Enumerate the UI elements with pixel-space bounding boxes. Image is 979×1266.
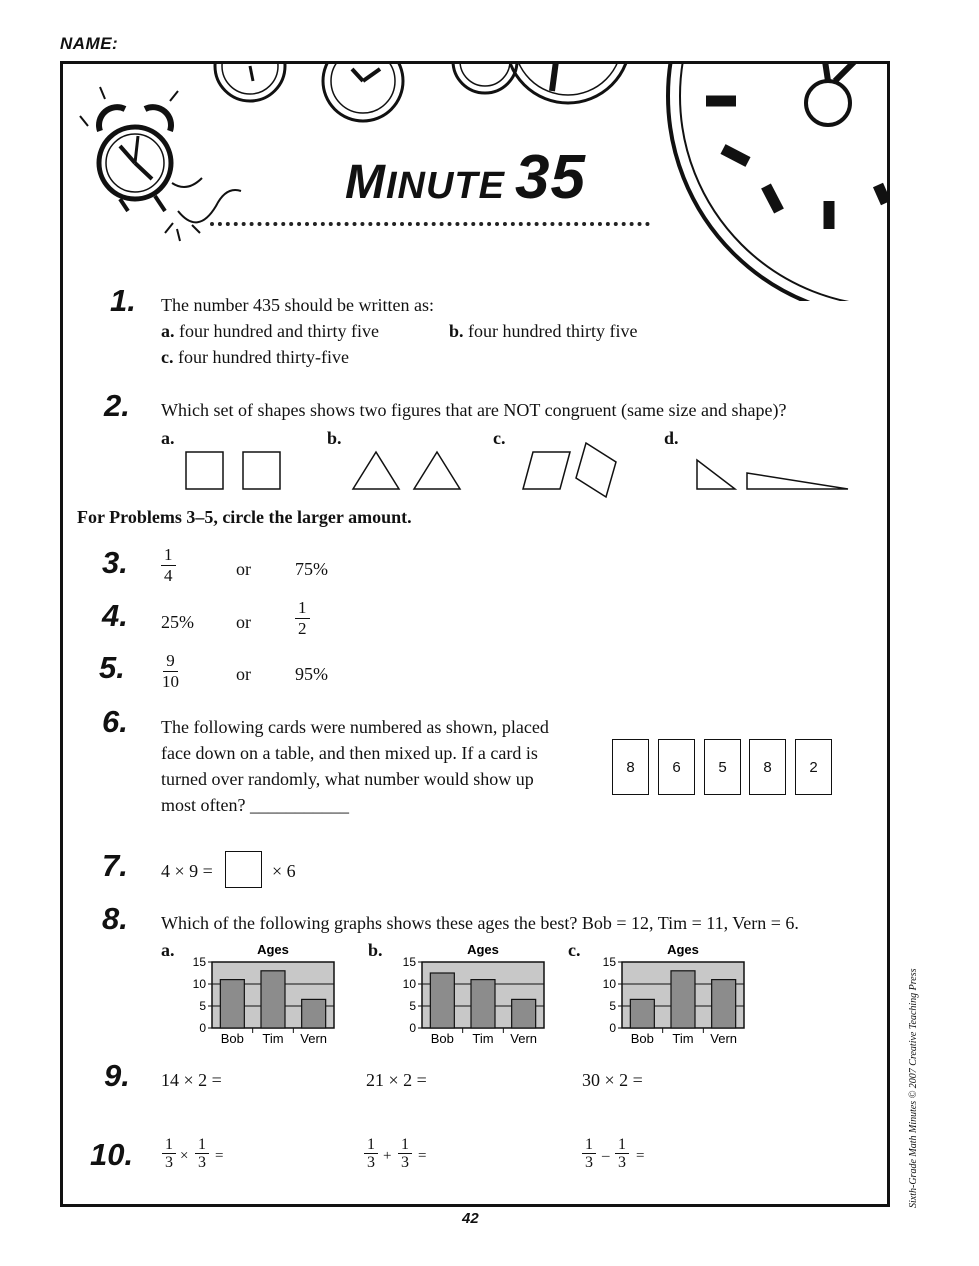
q8-label-b: b.	[368, 940, 383, 960]
y-tick-label: 15	[402, 955, 416, 969]
q10-p3-operator: –	[602, 1148, 610, 1164]
y-tick-label: 0	[609, 1021, 616, 1035]
y-tick-label: 10	[602, 977, 616, 991]
q10-p3-denominator-2: 3	[618, 1154, 626, 1171]
q4-percent: 25%	[161, 612, 194, 632]
q10-p3-fraction-2	[615, 1136, 629, 1171]
bar-bob	[220, 980, 244, 1028]
q10-p1-equals: =	[215, 1148, 224, 1164]
x-tick-label: Bob	[430, 1031, 454, 1046]
q3-fraction	[161, 545, 176, 586]
q10-p2-denominator-1: 3	[367, 1154, 375, 1171]
number-card-3: 5	[704, 739, 741, 795]
parallelogram-shape-1	[523, 452, 570, 489]
q10-p1-denominator-1: 3	[165, 1154, 173, 1171]
number-card-5: 2	[795, 739, 832, 795]
question-number-6: 6.	[102, 704, 128, 739]
q1-option-a-letter: a.	[161, 321, 175, 341]
number-card-2: 6	[658, 739, 695, 795]
q9-problem-1: 14 × 2 =	[161, 1070, 222, 1090]
q1-option-c-letter: c.	[161, 347, 174, 367]
y-tick-label: 15	[602, 955, 616, 969]
q1-prompt: The number 435 should be written as:	[161, 295, 434, 315]
y-tick-label: 0	[409, 1021, 416, 1035]
q10-p2-fraction-2	[398, 1136, 412, 1171]
bar-tim	[671, 971, 695, 1028]
q10-p1-fraction-2	[195, 1136, 209, 1171]
q7-left: 4 × 9 =	[161, 861, 213, 881]
right-triangle-shape-2	[747, 473, 848, 489]
bar-vern	[712, 980, 736, 1028]
q1-option-a-text: four hundred and thirty five	[179, 321, 379, 341]
question-number-3: 3.	[102, 545, 128, 580]
square-shape-2	[243, 452, 280, 489]
question-number-5: 5.	[99, 650, 125, 685]
q10-p3-fraction-1	[582, 1136, 596, 1171]
q5-fraction	[162, 651, 179, 692]
q1-option-c-text: four hundred thirty-five	[178, 347, 349, 367]
q1-option-b-letter: b.	[449, 321, 464, 341]
q7-answer-box[interactable]	[225, 851, 262, 888]
ages-bar-chart-c	[590, 940, 760, 1050]
question-number-2: 2.	[104, 388, 130, 423]
q2-label-d: d.	[664, 428, 679, 448]
y-tick-label: 10	[192, 977, 206, 991]
q5-percent: 95%	[295, 664, 328, 684]
question-number-9: 9.	[104, 1058, 130, 1093]
copyright-rest: © 2007 Creative Teaching Press	[908, 968, 919, 1101]
q10-p2-fraction-1	[364, 1136, 378, 1171]
y-tick-label: 5	[409, 999, 416, 1013]
q4-fraction	[295, 598, 310, 639]
bar-vern	[302, 999, 326, 1028]
q7-right: × 6	[272, 861, 296, 881]
q10-p1-numerator-2: 1	[195, 1136, 209, 1154]
q10-p3-numerator-2: 1	[615, 1136, 629, 1154]
x-tick-label: Tim	[262, 1031, 284, 1046]
q8-label-c: c.	[568, 940, 581, 960]
chart-title: Ages	[667, 942, 699, 957]
y-tick-label: 15	[192, 955, 206, 969]
parallelogram-shape-2	[576, 443, 616, 497]
question-number-8: 8.	[102, 901, 128, 936]
q10-p2-operator: +	[383, 1148, 392, 1164]
q2-shapes	[180, 440, 860, 505]
question-number-10: 10.	[90, 1137, 134, 1172]
chart-title: Ages	[257, 942, 289, 957]
q3-percent: 75%	[295, 559, 328, 579]
question-number-4: 4.	[102, 598, 128, 633]
q1-option-b-text: four hundred thirty five	[468, 321, 638, 341]
q5-denominator: 10	[162, 672, 179, 691]
name-label: NAME:	[60, 34, 119, 53]
q10-p2-denominator-2: 3	[401, 1154, 409, 1171]
q2-label-c: c.	[493, 428, 506, 448]
right-triangle-shape-1	[697, 460, 735, 489]
q10-p1-fraction-1	[162, 1136, 176, 1171]
q10-p3-denominator-1: 3	[585, 1154, 593, 1171]
q8-label-a: a.	[161, 940, 175, 960]
q10-p2-numerator-1: 1	[364, 1136, 378, 1154]
copyright-notice	[908, 968, 919, 1208]
square-shape-1	[186, 452, 223, 489]
q9-problem-2: 21 × 2 =	[366, 1070, 427, 1090]
number-card-4: 8	[749, 739, 786, 795]
q10-p2-equals: =	[418, 1148, 427, 1164]
x-tick-label: Vern	[300, 1031, 328, 1046]
q6-line-3: turned over randomly, what number would show up	[161, 769, 534, 789]
q2-label-a: a.	[161, 428, 175, 448]
triangle-shape-2	[414, 452, 460, 489]
q5-numerator: 9	[163, 651, 178, 672]
q6-line-1: The following cards were numbered as shown, placed	[161, 717, 549, 737]
x-tick-label: Tim	[672, 1031, 694, 1046]
q6-line-2: face down on a table, and then mixed up. If a card is	[161, 743, 538, 763]
q1-option-b	[449, 318, 637, 344]
q2-label-b: b.	[327, 428, 342, 448]
page-number: 42	[462, 1210, 479, 1227]
q10-p1-operator: ×	[180, 1148, 189, 1164]
ages-bar-chart-b	[390, 940, 560, 1050]
q4-denominator: 2	[298, 619, 307, 638]
y-tick-label: 5	[609, 999, 616, 1013]
y-tick-label: 10	[402, 977, 416, 991]
bar-bob	[630, 999, 654, 1028]
x-tick-label: Bob	[630, 1031, 654, 1046]
q1-option-c	[161, 344, 349, 370]
y-tick-label: 0	[199, 1021, 206, 1035]
triangle-shape-1	[353, 452, 399, 489]
page-title	[345, 142, 586, 213]
copyright-title: Sixth-Grade Math Minutes	[908, 1100, 919, 1208]
x-tick-label: Bob	[220, 1031, 244, 1046]
question-number-7: 7.	[102, 848, 128, 883]
q6-line-4: most often? ___________	[161, 795, 349, 815]
q5-or: or	[236, 664, 251, 684]
title-number: 35	[514, 143, 586, 212]
y-tick-label: 5	[199, 999, 206, 1013]
q8-prompt: Which of the following graphs shows these ages the best? Bob = 12, Tim = 11, Vern = 6.	[161, 913, 799, 933]
x-tick-label: Tim	[472, 1031, 494, 1046]
bar-tim	[471, 980, 495, 1028]
q4-or: or	[236, 612, 251, 632]
q1-option-a	[161, 318, 379, 344]
title-dotted-line	[210, 222, 650, 226]
question-number-1: 1.	[110, 283, 136, 318]
q10-p2-numerator-2: 1	[398, 1136, 412, 1154]
q2-prompt: Which set of shapes shows two figures that are NOT congruent (same size and shape)?	[161, 400, 787, 420]
q3-denominator: 4	[164, 566, 173, 585]
bar-bob	[430, 973, 454, 1028]
q10-p1-numerator-1: 1	[162, 1136, 176, 1154]
x-tick-label: Vern	[710, 1031, 738, 1046]
q10-p1-denominator-2: 3	[198, 1154, 206, 1171]
ages-bar-chart-a	[180, 940, 350, 1050]
bar-tim	[261, 971, 285, 1028]
q4-numerator: 1	[295, 598, 310, 619]
title-rest: INUTE	[385, 165, 505, 207]
instruction-problems-3-5: For Problems 3–5, circle the larger amount.	[77, 507, 412, 527]
chart-title: Ages	[467, 942, 499, 957]
number-card-1: 8	[612, 739, 649, 795]
bar-vern	[512, 999, 536, 1028]
title-first-letter: M	[345, 156, 386, 209]
q3-or: or	[236, 559, 251, 579]
q9-problem-3: 30 × 2 =	[582, 1070, 643, 1090]
q3-numerator: 1	[161, 545, 176, 566]
x-tick-label: Vern	[510, 1031, 538, 1046]
q10-p3-numerator-1: 1	[582, 1136, 596, 1154]
q10-p3-equals: =	[636, 1148, 645, 1164]
